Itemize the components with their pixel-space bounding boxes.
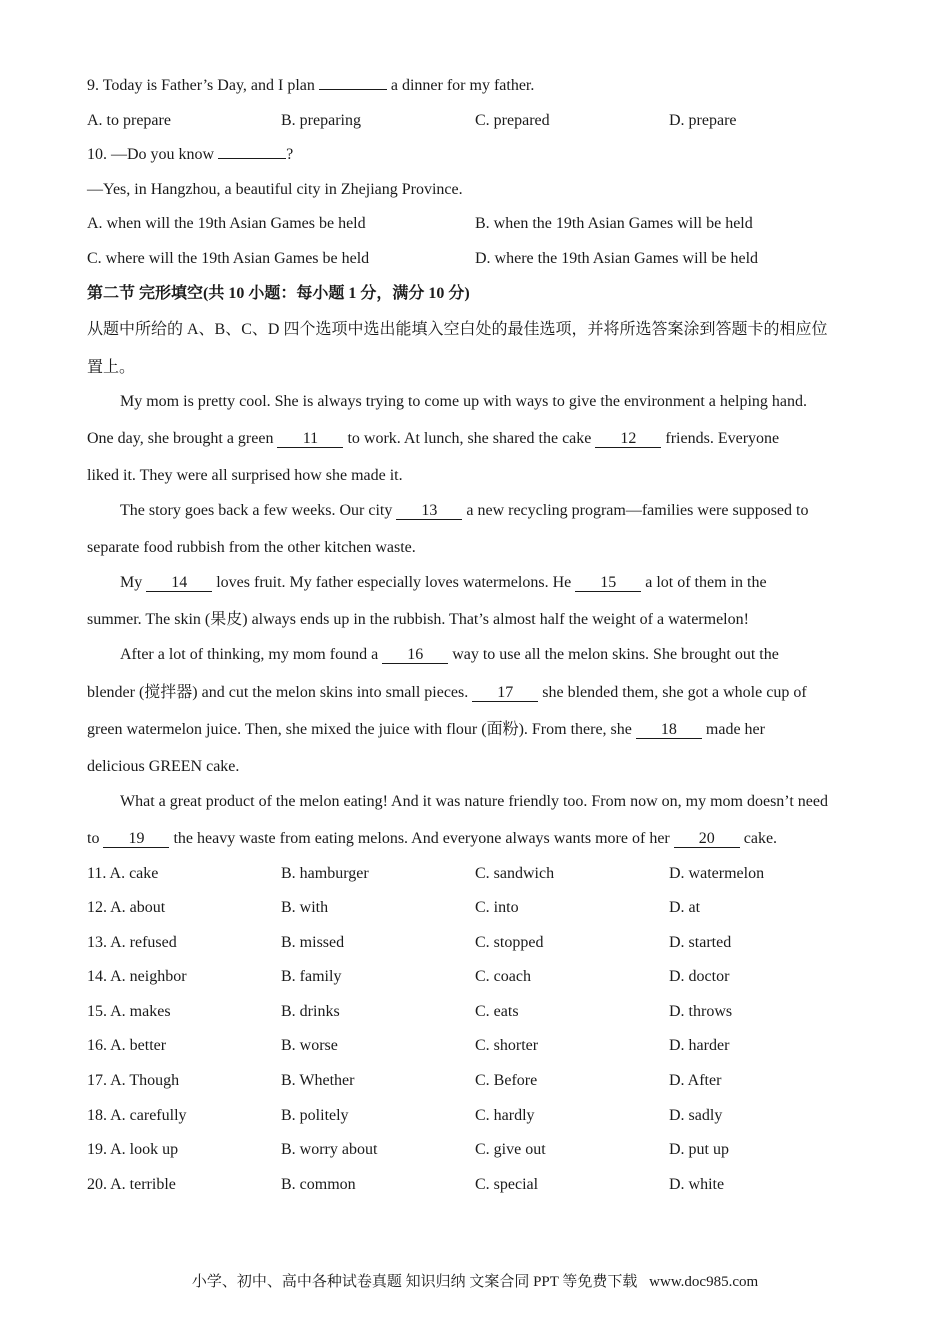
option-a: A. to prepare bbox=[87, 112, 171, 129]
option-a: 20. A. terrible bbox=[87, 1176, 176, 1193]
passage-text: she blended them, she got a whole cup of bbox=[538, 684, 807, 701]
passage-line bbox=[87, 829, 777, 849]
option-c: C. give out bbox=[475, 1141, 546, 1158]
options-row-20 bbox=[87, 1175, 887, 1195]
option-d: D. put up bbox=[669, 1141, 729, 1158]
option-b: B. common bbox=[281, 1176, 356, 1193]
option-d: D. harder bbox=[669, 1037, 730, 1054]
passage-line: My mom is pretty cool. She is always trying to come up with ways to give the environment a helping hand. bbox=[120, 393, 807, 410]
blank-19: 19 bbox=[103, 830, 169, 848]
question-text: 9. Today is Father’s Day, and I plan bbox=[87, 77, 319, 94]
passage-text: friends. Everyone bbox=[661, 430, 780, 447]
passage-line bbox=[120, 501, 808, 521]
passage-line bbox=[87, 683, 807, 703]
option-d: D. prepare bbox=[669, 112, 737, 129]
option-a: 19. A. look up bbox=[87, 1141, 179, 1158]
question-10-reply: —Yes, in Hangzhou, a beautiful city in Zhejiang Province. bbox=[87, 181, 463, 198]
question-text: ? bbox=[286, 146, 294, 163]
option-a: 17. A. Though bbox=[87, 1072, 180, 1089]
option-d: D. sadly bbox=[669, 1107, 723, 1124]
option-a: 12. A. about bbox=[87, 899, 166, 916]
option-a: 15. A. makes bbox=[87, 1003, 171, 1020]
passage-text: My bbox=[120, 574, 147, 591]
option-c: C. prepared bbox=[475, 112, 550, 129]
blank-14: 14 bbox=[146, 574, 212, 592]
blank-20: 20 bbox=[674, 830, 740, 848]
option-d: D. white bbox=[669, 1176, 725, 1193]
passage-line: separate food rubbish from the other kitchen waste. bbox=[87, 539, 416, 556]
question-text: 10. —Do you know bbox=[87, 146, 219, 163]
options-row-15 bbox=[87, 1002, 887, 1022]
option-d: D. at bbox=[669, 899, 701, 916]
passage-text: The story goes back a few weeks. Our city bbox=[120, 502, 397, 519]
passage-line: delicious GREEN cake. bbox=[87, 758, 240, 775]
passage-text: One day, she brought a green bbox=[87, 430, 278, 447]
option-b: B. preparing bbox=[281, 112, 361, 129]
passage-text: to work. At lunch, she shared the cake bbox=[343, 430, 596, 447]
section-heading: 第二节 完形填空(共 10 小题：每小题 1 分，满分 10 分) bbox=[87, 285, 470, 302]
footer-text: 小学、初中、高中各种试卷真题 知识归纳 文案合同 PPT 等免费下载 bbox=[191, 1274, 638, 1290]
passage-text: loves fruit. My father especially loves watermelons. He bbox=[212, 574, 576, 591]
option-d: D. started bbox=[669, 934, 732, 951]
options-row-19 bbox=[87, 1140, 887, 1160]
passage-line bbox=[87, 720, 765, 740]
option-a: 13. A. refused bbox=[87, 934, 177, 951]
option-d: D. doctor bbox=[669, 968, 730, 985]
option-b: B. worse bbox=[281, 1037, 338, 1054]
passage-text: made her bbox=[701, 721, 765, 738]
passage-text: a lot of them in the bbox=[641, 574, 767, 591]
option-a: 11. A. cake bbox=[87, 865, 159, 882]
passage-line bbox=[87, 429, 779, 449]
blank-13: 13 bbox=[396, 502, 462, 520]
option-c: C. sandwich bbox=[475, 865, 555, 882]
option-b: B. politely bbox=[281, 1107, 349, 1124]
question-10-options-row-1 bbox=[87, 214, 887, 234]
options-row-14 bbox=[87, 967, 887, 987]
option-c: C. stopped bbox=[475, 934, 544, 951]
option-b: B. with bbox=[281, 899, 329, 916]
passage-text: the heavy waste from eating melons. And everyone always wants more of her bbox=[169, 830, 674, 847]
option-c: C. coach bbox=[475, 968, 531, 985]
options-row-16 bbox=[87, 1036, 887, 1056]
option-a: 16. A. better bbox=[87, 1037, 167, 1054]
passage-line bbox=[120, 645, 779, 665]
answer-blank bbox=[218, 158, 286, 159]
options-row-18 bbox=[87, 1106, 887, 1126]
question-text: a dinner for my father. bbox=[386, 77, 535, 94]
question-10-options-row-2 bbox=[87, 249, 887, 269]
option-d: D. where the 19th Asian Games will be held bbox=[475, 250, 759, 267]
question-10-stem bbox=[87, 145, 293, 165]
option-c: C. eats bbox=[475, 1003, 519, 1020]
passage-text: green watermelon juice. Then, she mixed the juice with flour (面粉). From there, she bbox=[87, 721, 636, 738]
footer-link[interactable]: www.doc985.com bbox=[649, 1274, 759, 1290]
option-a: 18. A. carefully bbox=[87, 1107, 187, 1124]
section-instruction-continued: 置上。 bbox=[87, 359, 136, 376]
option-b: B. worry about bbox=[281, 1141, 378, 1158]
section-instruction: 从题中所给的 A、B、C、D 四个选项中选出能填入空白处的最佳选项，并将所选答案涂到答题卡的相应位 bbox=[87, 321, 828, 338]
option-a: 14. A. neighbor bbox=[87, 968, 187, 985]
question-9-stem bbox=[87, 76, 534, 96]
passage-text: After a lot of thinking, my mom found a bbox=[120, 646, 383, 663]
option-d: D. throws bbox=[669, 1003, 733, 1020]
options-row-12 bbox=[87, 898, 887, 918]
options-row-13 bbox=[87, 933, 887, 953]
passage-line: summer. The skin (果皮) always ends up in the rubbish. That’s almost half the weight of a watermelon! bbox=[87, 611, 749, 628]
option-c: C. shorter bbox=[475, 1037, 539, 1054]
option-c: C. Before bbox=[475, 1072, 538, 1089]
option-b: B. family bbox=[281, 968, 342, 985]
option-c: C. hardly bbox=[475, 1107, 535, 1124]
blank-11: 11 bbox=[277, 430, 343, 448]
option-c: C. special bbox=[475, 1176, 539, 1193]
option-c: C. into bbox=[475, 899, 519, 916]
blank-17: 17 bbox=[472, 684, 538, 702]
passage-text: cake. bbox=[739, 830, 778, 847]
blank-15: 15 bbox=[575, 574, 641, 592]
option-b: B. Whether bbox=[281, 1072, 355, 1089]
option-b: B. when the 19th Asian Games will be held bbox=[475, 215, 753, 232]
blank-12: 12 bbox=[595, 430, 661, 448]
blank-18: 18 bbox=[636, 721, 702, 739]
option-b: B. missed bbox=[281, 934, 345, 951]
passage-text: blender (搅拌器) and cut the melon skins into small pieces. bbox=[87, 684, 473, 701]
passage-text: to bbox=[87, 830, 104, 847]
passage-line bbox=[120, 573, 767, 593]
passage-text: a new recycling program—families were supposed to bbox=[462, 502, 809, 519]
option-d: D. After bbox=[669, 1072, 722, 1089]
option-a: A. when will the 19th Asian Games be held bbox=[87, 215, 366, 232]
passage-line: What a great product of the melon eating! And it was nature friendly too. From now on, my mom doesn’t need bbox=[120, 793, 828, 810]
page-footer bbox=[0, 1270, 950, 1291]
passage-text: way to use all the melon skins. She brought out the bbox=[448, 646, 779, 663]
option-b: B. drinks bbox=[281, 1003, 340, 1020]
options-row-11 bbox=[87, 864, 887, 884]
option-b: B. hamburger bbox=[281, 865, 369, 882]
answer-blank bbox=[319, 89, 387, 90]
question-9-options bbox=[87, 111, 887, 131]
option-c: C. where will the 19th Asian Games be held bbox=[87, 250, 370, 267]
option-d: D. watermelon bbox=[669, 865, 765, 882]
options-row-17 bbox=[87, 1071, 887, 1091]
passage-line: liked it. They were all surprised how she made it. bbox=[87, 467, 403, 484]
blank-16: 16 bbox=[382, 646, 448, 664]
